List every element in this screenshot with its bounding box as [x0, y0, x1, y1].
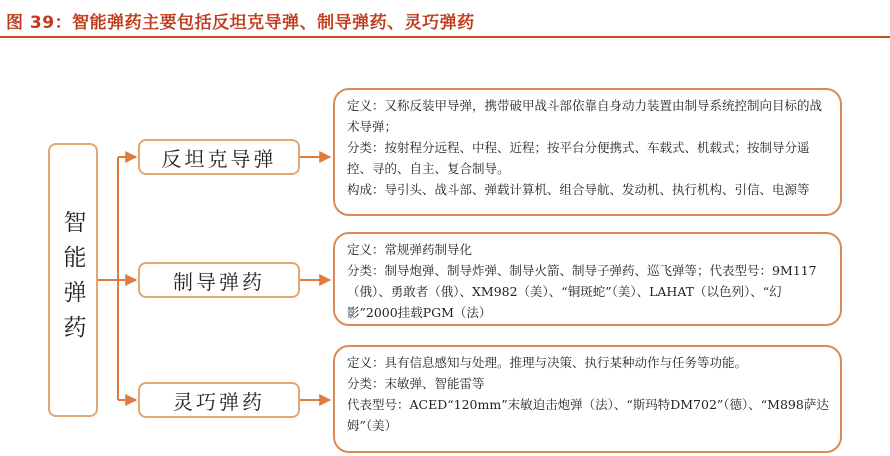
- figure-title: 图 39：智能弹药主要包括反坦克导弹、制导弹药、灵巧弹药: [6, 13, 475, 33]
- detail-definition: 定义：常规弹药制导化: [347, 242, 473, 257]
- detail-classification: 分类：制导炮弹、制导炸弹、制导火箭、制导子弹药、巡飞弹等；代表型号：9M117（俄）、勇敢者（俄）、XM982（美）、“铜斑蛇”（美）、LAHAT（以色列）、“幻影”2000挂载PGM（法）: [347, 263, 817, 320]
- detail-smart-munition: [333, 345, 842, 453]
- detail-definition: 定义：又称反装甲导弹，携带破甲战斗部依靠自身动力装置由制导系统控制向目标的战术导弹；: [347, 98, 823, 134]
- category-guided-munition: 制导弹药: [138, 262, 300, 298]
- detail-guided-munition: [333, 232, 842, 326]
- detail-representative-models: 代表型号：ACED“120mm”末敏迫击炮弹（法）、“斯玛特DM702”（德）、“M898萨达姆”（美）: [347, 397, 829, 433]
- root-node: [48, 143, 98, 417]
- detail-classification: 分类：按射程分远程、中程、近程；按平台分便携式、车载式、机载式；按制导分遥控、寻的、自主、复合制导。: [347, 140, 810, 176]
- detail-anti-tank-missile: [333, 88, 842, 216]
- detail-definition: 定义：具有信息感知与处理。推理与决策、执行某种动作与任务等功能。: [347, 355, 748, 370]
- category-smart-munition: 灵巧弹药: [138, 382, 300, 418]
- detail-composition: 构成：导引头、战斗部、弹载计算机、组合导航、发动机、执行机构、引信、电源等: [347, 182, 810, 197]
- detail-classification: 分类：末敏弹、智能雷等: [347, 376, 485, 391]
- root-label: 智能弹药: [59, 210, 86, 350]
- category-anti-tank-missile: 反坦克导弹: [138, 139, 300, 175]
